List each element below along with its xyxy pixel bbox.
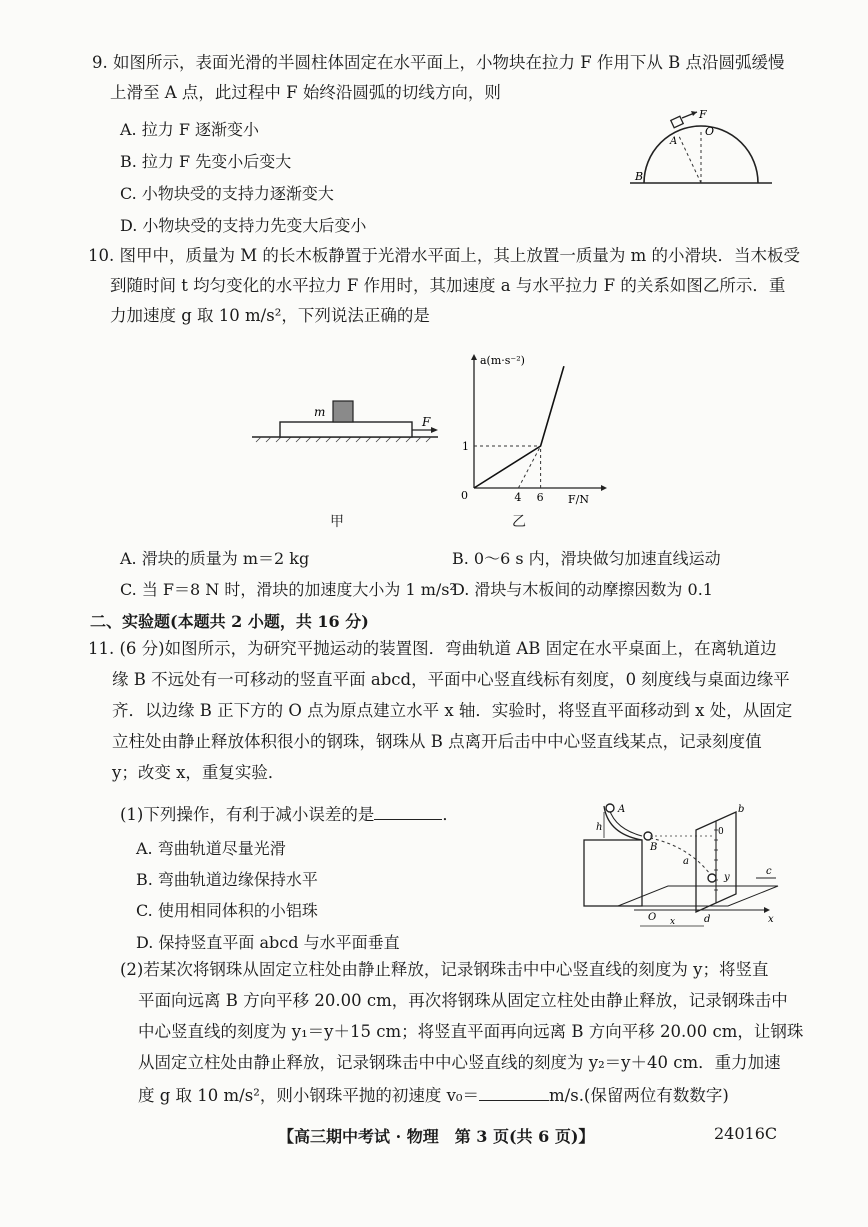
q10-option-a: A. 滑块的质量为 m＝2 kg xyxy=(120,549,310,568)
label-plane-d: d xyxy=(704,914,711,925)
section-2-heading: 二、实验题(本题共 2 小题，共 16 分) xyxy=(90,612,369,631)
q11-sub2-answer-blank[interactable] xyxy=(479,1086,549,1101)
q9-option-a: A. 拉力 F 逐渐变小 xyxy=(120,120,260,139)
q11-sub2-line5 xyxy=(138,1086,729,1105)
q11-stem-line1: 11. (6 分)如图所示，为研究平抛运动的装置图．弯曲轨道 AB 固定在水平桌面上，在离轨道边 xyxy=(88,639,777,658)
q11-sub2-line2: 平面向远离 B 方向平移 20.00 cm，再次将钢珠从固定立柱处由静止释放，记录钢珠击中 xyxy=(138,991,788,1010)
q11-projectile-figure xyxy=(578,798,782,938)
q11-sub1-text: (1)下列操作，有利于减小误差的是 xyxy=(120,805,375,824)
steel-ball-start xyxy=(606,804,614,812)
q10-option-d: D. 滑块与木板间的动摩擦因数为 0.1 xyxy=(452,580,713,599)
label-x-axis: x xyxy=(768,914,774,925)
label-zero: 0 xyxy=(718,827,724,837)
q9-option-d: D. 小物块受的支持力先变大后变小 xyxy=(120,216,367,235)
label-m: m xyxy=(314,405,326,419)
label-b-point: B xyxy=(650,842,658,853)
q11-sub2-line1: (2)若某次将钢珠从固定立柱处由静止释放，记录钢珠击中中心竖直线的刻度为 y；将竖直 xyxy=(120,960,769,979)
long-board xyxy=(280,422,412,437)
q9-semicircle-figure xyxy=(626,108,776,192)
label-o-origin: O xyxy=(648,912,657,923)
table-box xyxy=(584,840,642,906)
q11-stem-line2: 缘 B 不远处有一可移动的竖直平面 abcd，平面中心竖直线标有刻度，0 刻度线与桌面边缘平 xyxy=(112,670,790,689)
slider-block xyxy=(333,401,353,422)
q11-sub1-answer-blank[interactable] xyxy=(374,805,442,820)
q10-option-c: C. 当 F＝8 N 时，滑块的加速度大小为 1 m/s² xyxy=(120,580,456,599)
q11-stem-line5: y；改变 x，重复实验． xyxy=(112,763,285,782)
q11-sub1-end: ． xyxy=(442,805,459,824)
q11-sub2-line3: 中心竖直线的刻度为 y₁＝y＋15 cm；将竖直平面再向远离 B 方向平移 20.00 cm，让钢珠 xyxy=(138,1022,804,1041)
q10-stem-line2: 到随时间 t 均匀变化的水平拉力 F 作用时，其加速度 a 与水平拉力 F 的关系如图乙所示．重 xyxy=(110,276,786,295)
label-b: B xyxy=(635,170,644,183)
label-a: A xyxy=(670,136,678,147)
projectile-path xyxy=(650,838,710,874)
steel-ball-hit xyxy=(708,874,716,882)
q11-sub2-line5-start: 度 g 取 10 m/s²，则小钢珠平抛的初速度 v₀＝ xyxy=(138,1086,480,1105)
q9-option-b: B. 拉力 F 先变小后变大 xyxy=(120,152,292,171)
q11-sub2-line4: 从固定立柱处由静止释放，记录钢珠击中中心竖直线的刻度为 y₂＝y＋40 cm．重力加速 xyxy=(138,1053,781,1072)
q11-sub2-line5-end: m/s.(保留两位有数数字) xyxy=(549,1086,729,1105)
y-axis-label: a(m·s⁻²) xyxy=(480,354,525,367)
q9-stem-line1: 9. 如图所示，表面光滑的半圆柱体固定在水平面上，小物块在拉力 F 作用下从 B 点沿圆弧缓慢 xyxy=(92,53,785,72)
label-plane-b: b xyxy=(738,804,745,815)
label-h: h xyxy=(596,822,603,833)
y-axis-arrow xyxy=(471,354,477,360)
x-axis-arrow xyxy=(601,485,607,491)
chart-series-line-0 xyxy=(474,366,564,488)
label-a-ball: A xyxy=(618,804,626,815)
radius-dashed-to-a xyxy=(678,134,701,183)
q11-option-c: C. 使用相同体积的小铝珠 xyxy=(136,901,318,920)
q9-stem-line2: 上滑至 A 点，此过程中 F 始终沿圆弧的切线方向，则 xyxy=(110,83,501,102)
q11-option-a: A. 弯曲轨道尽量光滑 xyxy=(136,839,286,858)
q9-option-c: C. 小物块受的支持力逐渐变大 xyxy=(120,184,334,203)
label-plane-c: c xyxy=(766,866,772,877)
fig-yi-caption: 乙 xyxy=(512,514,526,530)
small-block xyxy=(671,116,683,127)
q11-stem-line3: 齐．以边缘 B 正下方的 O 点为原点建立水平 x 轴．实验时，将竖直平面移动到 x 处，从固定 xyxy=(112,701,793,720)
footer-title: 【高三期中考试 · 物理 第 3 页(共 6 页)】 xyxy=(278,1127,595,1146)
q11-option-b: B. 弯曲轨道边缘保持水平 xyxy=(136,870,318,889)
origin-label: 0 xyxy=(461,489,468,502)
q10-board-figure xyxy=(246,390,442,450)
q10-stem-line1: 10. 图甲中，质量为 M 的长木板静置于光滑水平面上，其上放置一质量为 m 的小滑块．当木板受 xyxy=(88,246,801,265)
label-f: F xyxy=(699,108,707,121)
q10-option-b: B. 0～6 s 内，滑块做匀加速直线运动 xyxy=(452,549,721,568)
chart-y-tick-0: 1 xyxy=(462,440,469,453)
pull-force-arrow-head xyxy=(431,427,438,433)
q11-stem-line4: 立柱处由静止释放体积很小的钢珠，钢珠从 B 点离开后击中中心竖直线某点，记录刻度值 xyxy=(112,732,762,751)
chart-x-tick-1: 6 xyxy=(536,491,544,504)
label-pull-f: F xyxy=(422,415,431,429)
footer-code: 24016C xyxy=(714,1124,778,1143)
label-o: O xyxy=(705,125,715,138)
label-y: y xyxy=(724,872,730,883)
q10-acceleration-chart xyxy=(450,345,610,505)
q10-stem-line3: 力加速度 g 取 10 m/s²，下列说法正确的是 xyxy=(110,306,430,325)
label-plane-a: a xyxy=(683,856,689,867)
x-axis-arrow xyxy=(764,907,770,913)
q11-sub1 xyxy=(120,805,459,824)
q11-option-d: D. 保持竖直平面 abcd 与水平面垂直 xyxy=(136,933,400,952)
label-x-distance: x xyxy=(670,917,676,927)
x-axis-label: F/N xyxy=(568,493,589,505)
fig-jia-caption: 甲 xyxy=(330,514,344,530)
chart-x-tick-0: 4 xyxy=(514,491,522,504)
